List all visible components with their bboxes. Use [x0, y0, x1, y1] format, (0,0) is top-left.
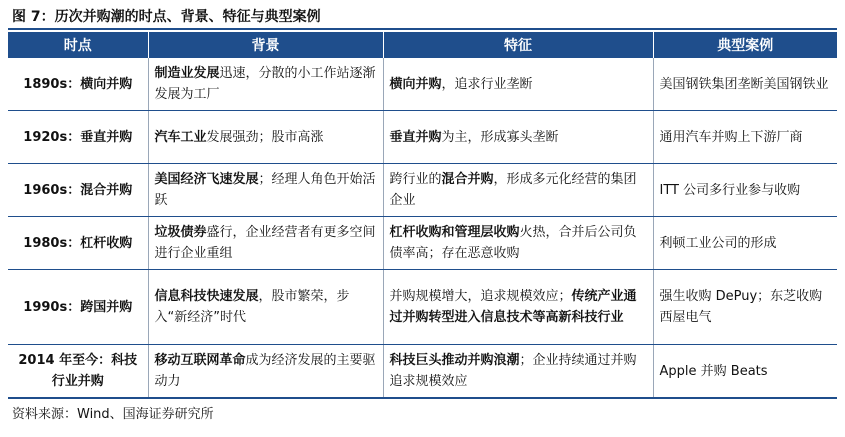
features-highlight: 杠杆收购和管理层收购: [389, 225, 520, 240]
case-cell: 强生收购 DePuy；东芝收购西屋电气: [653, 270, 837, 345]
features-cell: [383, 217, 653, 270]
table-row: [8, 217, 837, 270]
features-cell: [383, 270, 653, 345]
case-cell: Apple 并购 Beats: [653, 345, 837, 399]
header-features: 特征: [383, 32, 653, 58]
features-cell: [383, 58, 653, 111]
background-cell: [148, 164, 383, 217]
case-cell: ITT 公司多行业参与收购: [653, 164, 837, 217]
table-row: [8, 164, 837, 217]
background-cell: [148, 217, 383, 270]
features-highlight: 横向并购: [389, 76, 442, 92]
background-text: 成为经济发展的主要驱动力: [154, 353, 376, 389]
background-highlight: 垃圾债券: [154, 225, 207, 240]
features-text: 为主，形成寡头垄断: [441, 129, 559, 145]
figure-title: 图 7：历次并购潮的时点、背景、特征与典型案例: [8, 6, 837, 30]
header-background: 背景: [148, 32, 383, 58]
background-cell: [148, 111, 383, 164]
features-cell: [383, 345, 653, 399]
background-highlight: 移动互联网革命: [154, 353, 246, 368]
features-text: 火热，合并后公司负债率高；存在恶意收购: [389, 225, 637, 261]
case-cell: 利顿工业公司的形成: [653, 217, 837, 270]
table-row: [8, 345, 837, 399]
era-cell: 1990s：跨国并购: [8, 270, 148, 345]
features-text: 跨行业的: [389, 172, 442, 187]
features-text-2: ，形成多元化经营的集团企业: [389, 172, 637, 208]
background-text: 发展强劲；股市高涨: [206, 129, 324, 145]
features-cell: [383, 164, 653, 217]
background-cell: [148, 270, 383, 345]
header-time: 时点: [8, 32, 148, 58]
background-highlight: 汽车工业: [154, 129, 207, 145]
features-highlight: 传统产业通过并购转型进入信息技术等高新科技行业: [389, 289, 637, 325]
merger-waves-table: [8, 32, 837, 399]
features-highlight: 混合并购: [441, 172, 494, 187]
background-highlight: 美国经济飞速发展: [154, 172, 259, 187]
background-text: ；经理人角色开始活跃: [154, 172, 376, 208]
background-cell: [148, 58, 383, 111]
case-cell: 美国钢铁集团垄断美国钢铁业: [653, 58, 837, 111]
source-note: 资料来源：Wind、国海证券研究所: [12, 407, 214, 422]
table-header-row: [8, 32, 837, 58]
background-highlight: 制造业发展: [154, 66, 220, 81]
features-text: 并购规模增大，追求规模效应；: [389, 289, 572, 304]
features-text: ；企业持续通过并购追求规模效应: [389, 353, 637, 389]
case-cell: 通用汽车并购上下游厂商: [653, 111, 837, 164]
table-row: [8, 111, 837, 164]
features-highlight: 垂直并购: [389, 129, 442, 145]
features-cell: [383, 111, 653, 164]
era-cell: 1980s：杠杆收购: [8, 217, 148, 270]
era-cell: 1890s：横向并购: [8, 58, 148, 111]
background-text: ，股市繁荣，步入“新经济”时代: [154, 289, 350, 325]
era-cell: 1960s：混合并购: [8, 164, 148, 217]
features-highlight: 科技巨头推动并购浪潮: [389, 353, 520, 368]
era-cell: 1920s：垂直并购: [8, 111, 148, 164]
header-cases: 典型案例: [653, 32, 837, 58]
background-text: 盛行，企业经营者有更多空间进行企业重组: [154, 225, 376, 261]
background-cell: [148, 345, 383, 399]
table-row: [8, 58, 837, 111]
background-text: 迅速，分散的小工作站逐渐发展为工厂: [154, 66, 376, 102]
table-row: [8, 270, 837, 345]
era-cell: 2014 年至今：科技行业并购: [8, 345, 148, 399]
background-highlight: 信息科技快速发展: [154, 289, 259, 304]
features-text: ，追求行业垄断: [441, 76, 533, 92]
